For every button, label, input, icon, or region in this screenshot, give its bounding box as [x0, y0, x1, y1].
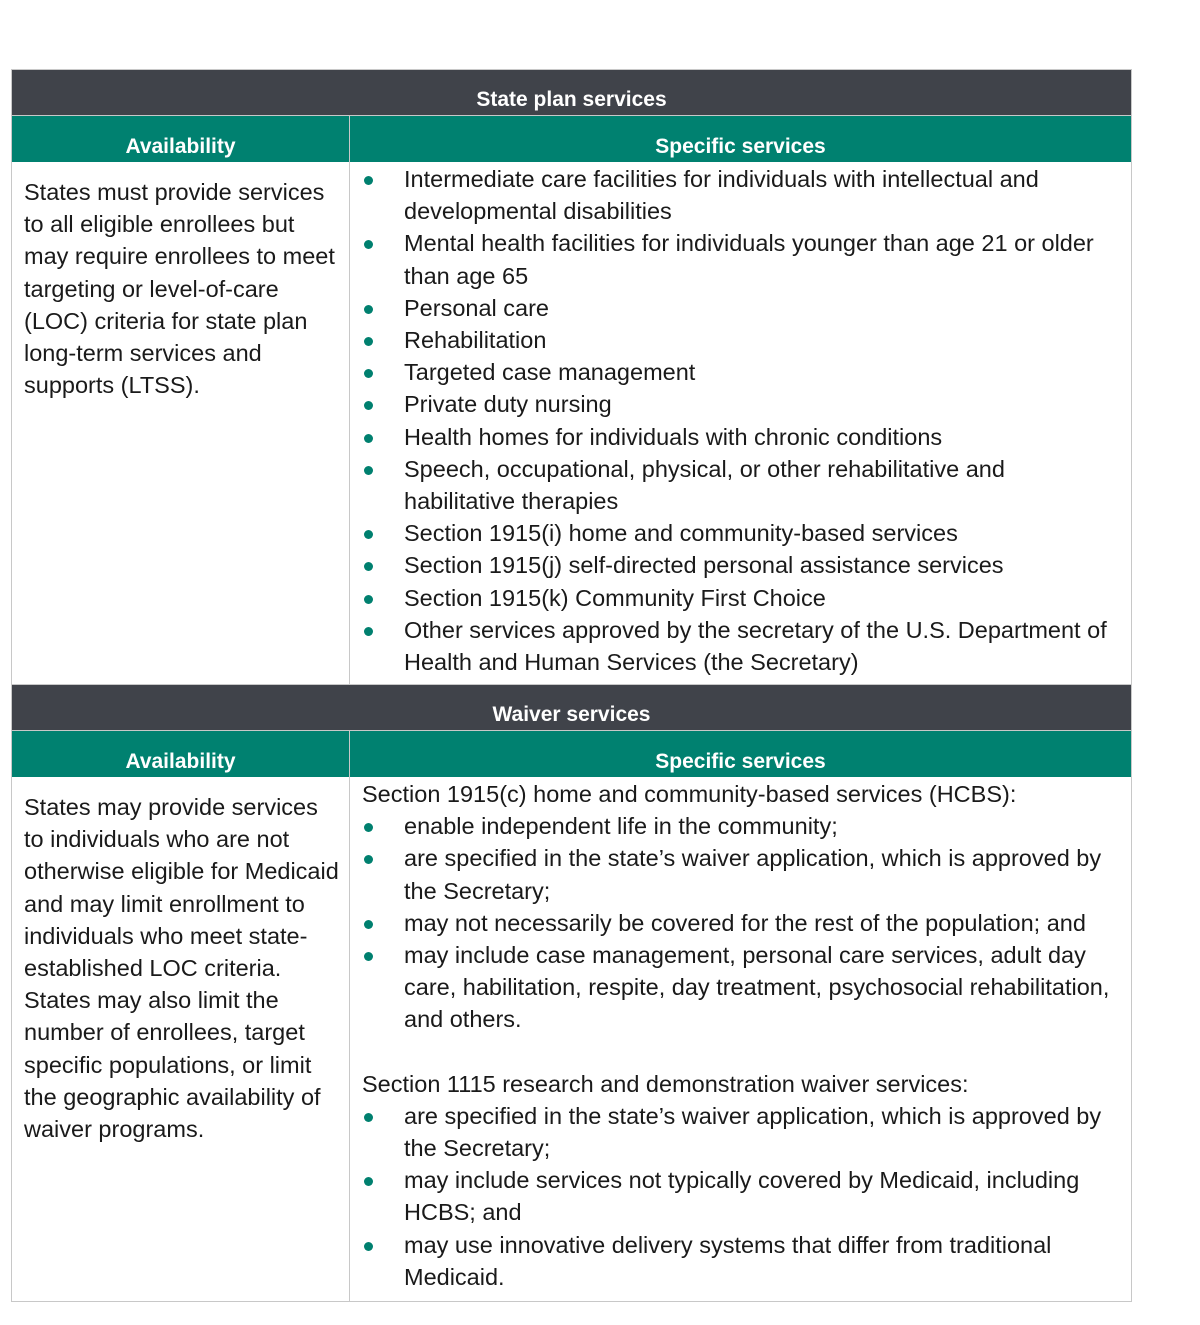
bullet-icon: [364, 466, 373, 475]
s1115-list: [362, 1100, 1121, 1293]
list-item: may include services not typically covered by Medicaid, including HCBS; and: [362, 1164, 1121, 1228]
list-item: may not necessarily be covered for the rest of the population; and: [362, 907, 1121, 939]
list-item: Intermediate care facilities for individuals with intellectual and developmental disabilities: [362, 163, 1121, 227]
list-item: are specified in the state’s waiver application, which is approved by the Secretary;: [362, 842, 1121, 906]
state-plan-availability: States must provide services to all eligible enrollees but may require enrollees to meet targeting or level-of-care (LOC) criteria for state plan long-term services and supports (LTSS).: [12, 162, 350, 684]
bullet-icon: [364, 434, 373, 443]
availability-header: Availability: [12, 116, 350, 162]
state-plan-row: [12, 162, 1131, 685]
hcbs-lead: Section 1915(c) home and community-based services (HCBS):: [362, 781, 1017, 807]
state-plan-header-row: [12, 116, 1131, 162]
list-item: Mental health facilities for individuals younger than age 21 or older than age 65: [362, 227, 1121, 291]
list-item: Rehabilitation: [362, 324, 1121, 356]
list-item: Section 1915(j) self-directed personal assistance services: [362, 549, 1121, 581]
waiver-services: [350, 777, 1131, 1301]
list-item: Section 1915(k) Community First Choice: [362, 582, 1121, 614]
state-plan-services: [350, 162, 1131, 684]
bullet-icon: [364, 1113, 373, 1122]
hcbs-list: [362, 810, 1121, 1035]
list-item: Private duty nursing: [362, 388, 1121, 420]
list-item: Health homes for individuals with chronic conditions: [362, 421, 1121, 453]
bullet-icon: [364, 337, 373, 346]
bullet-icon: [364, 823, 373, 832]
bullet-icon: [364, 595, 373, 604]
waiver-header-row: [12, 731, 1131, 777]
state-plan-service-list: [362, 163, 1121, 678]
availability-header: Availability: [12, 731, 350, 777]
bullet-icon: [364, 1177, 373, 1186]
bullet-icon: [364, 240, 373, 249]
list-item: Other services approved by the secretary of the U.S. Department of Health and Human Services (the Secretary): [362, 614, 1121, 678]
list-item: may use innovative delivery systems that differ from traditional Medicaid.: [362, 1229, 1121, 1293]
bullet-icon: [364, 1242, 373, 1251]
list-item: Speech, occupational, physical, or other rehabilitative and habilitative therapies: [362, 453, 1121, 517]
waiver-availability-text-2: States may also limit the number of enrollees, target specific populations, or limit the geographic availability of waiver programs.: [24, 987, 321, 1143]
list-item: Section 1915(i) home and community-based services: [362, 517, 1121, 549]
waiver-availability-text-1: States may provide services to individuals who are not otherwise eligible for Medicaid and may limit enrollment to individuals who meet state-established LOC criteria.: [24, 794, 339, 982]
bullet-icon: [364, 530, 373, 539]
waiver-availability: [12, 777, 350, 1301]
list-item: enable independent life in the community;: [362, 810, 1121, 842]
bullet-icon: [364, 369, 373, 378]
services-table: [11, 69, 1132, 1302]
list-item: may include case management, personal care services, adult day care, habilitation, respite, day treatment, psychosocial rehabilitation, and others.: [362, 939, 1121, 1036]
s1115-lead: Section 1115 research and demonstration waiver services:: [362, 1070, 969, 1097]
bullet-icon: [364, 562, 373, 571]
bullet-icon: [364, 401, 373, 410]
bullet-icon: [364, 305, 373, 314]
bullet-icon: [364, 627, 373, 636]
bullet-icon: [364, 920, 373, 929]
state-plan-title: State plan services: [12, 70, 1131, 116]
bullet-icon: [364, 176, 373, 185]
spacer: [362, 1036, 1121, 1068]
specific-services-header: Specific services: [655, 750, 826, 773]
waiver-row: [12, 777, 1131, 1301]
waiver-title: Waiver services: [12, 685, 1131, 731]
list-item: Targeted case management: [362, 356, 1121, 388]
list-item: are specified in the state’s waiver application, which is approved by the Secretary;: [362, 1100, 1121, 1164]
specific-services-header: Specific services: [655, 135, 826, 158]
list-item: Personal care: [362, 292, 1121, 324]
bullet-icon: [364, 952, 373, 961]
bullet-icon: [364, 855, 373, 864]
